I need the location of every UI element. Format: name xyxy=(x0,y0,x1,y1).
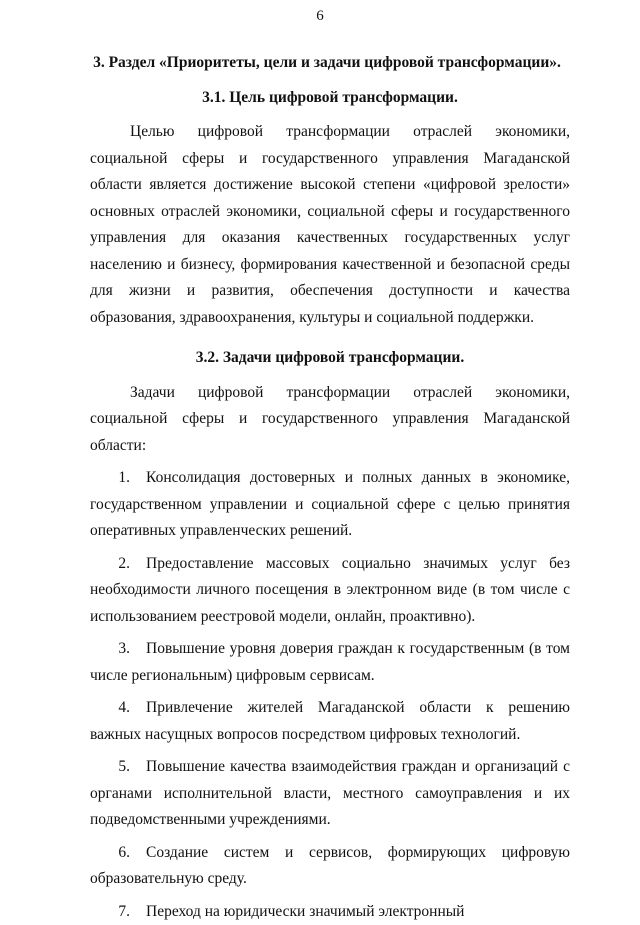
list-item-text: Консолидация достоверных и полных данных в экономике, государственном управлении и социальной сфере с целью принятия оперативных управленческих решений. xyxy=(90,469,570,539)
tasks-list xyxy=(90,465,570,925)
list-item xyxy=(90,754,570,834)
page-content xyxy=(90,50,570,925)
list-item xyxy=(90,899,570,925)
list-item-text: Переход на юридически значимый электронный xyxy=(146,903,464,920)
subsection-tasks-title: 3.2. Задачи цифровой трансформации. xyxy=(90,345,570,372)
list-item-number: 4. xyxy=(90,695,146,722)
list-item-text: Повышение уровня доверия граждан к государственным (в том числе региональным) цифровым сервисам. xyxy=(90,640,570,684)
list-item-number: 5. xyxy=(90,754,146,781)
list-item-text: Создание систем и сервисов, формирующих цифровую образовательную среду. xyxy=(90,844,570,888)
subsection-goal-title: 3.1. Цель цифровой трансформации. xyxy=(90,85,570,112)
list-item-number: 6. xyxy=(90,840,146,867)
list-item xyxy=(90,840,570,893)
page-number: 6 xyxy=(0,8,640,25)
list-item xyxy=(90,551,570,631)
list-item-number: 2. xyxy=(90,551,146,578)
list-item-number: 7. xyxy=(90,899,146,925)
section-title: 3. Раздел «Приоритеты, цели и задачи цифровой трансформации». xyxy=(84,50,570,77)
list-item-text: Предоставление массовых социально значимых услуг без необходимости личного посещения в электронном виде (в том числе с использованием реестровой модели, онлайн, проактивно). xyxy=(90,555,570,625)
list-item xyxy=(90,695,570,748)
goal-paragraph: Целью цифровой трансформации отраслей экономики, социальной сферы и государственного управления Магаданской области является достижение высокой степени «цифровой зрелости» основных отраслей экономики, социальной сферы и государственного управления для оказания качественных государственных услуг населению и бизнесу, формирования качественной и безопасной среды для жизни и развития, обеспечения доступности и качества образования, здравоохранения, культуры и социальной поддержки. xyxy=(90,119,570,331)
list-item-text: Повышение качества взаимодействия граждан и организаций с органами исполнительной власти, местного самоуправления и их подведомственными учреждениями. xyxy=(90,758,570,828)
list-item-number: 1. xyxy=(90,465,146,492)
tasks-intro-paragraph: Задачи цифровой трансформации отраслей экономики, социальной сферы и государственного управления Магаданской области: xyxy=(90,380,570,460)
list-item-text: Привлечение жителей Магаданской области к решению важных насущных вопросов посредством цифровых технологий. xyxy=(90,699,570,743)
list-item xyxy=(90,636,570,689)
list-item-number: 3. xyxy=(90,636,146,663)
list-item xyxy=(90,465,570,545)
